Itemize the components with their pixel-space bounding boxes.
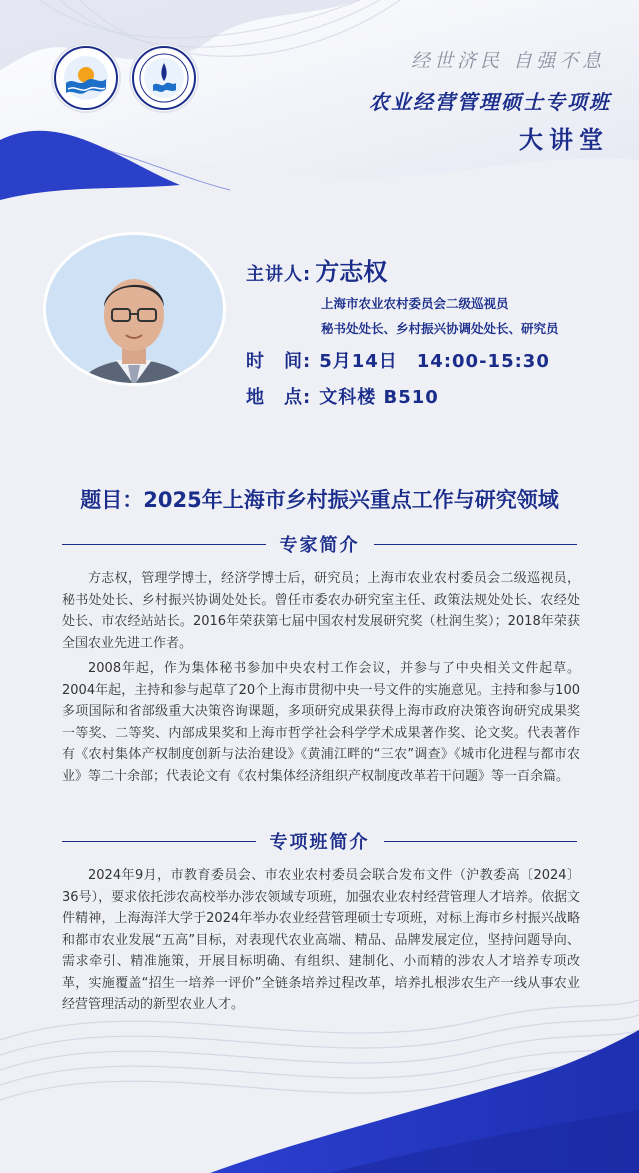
place-label: 地 点: — [246, 387, 312, 408]
speaker-portrait — [46, 235, 223, 383]
time-row — [246, 347, 626, 373]
divider — [62, 544, 266, 545]
expert-section-header — [62, 531, 577, 557]
speaker-row — [246, 252, 626, 287]
speaker-name: 方志权 — [315, 258, 388, 286]
program-intro-paragraph: 2024年9月，市教育委员会、市农业农村委员会联合发布文件（沪教委高〔2024〕36号），要求依托涉农高校举办涉农领域专项班，加强农业农村经营管理人才培养。依据文件精神，上海海洋大学于2024年举办农业经营管理硕士专项班，对标上海市乡村振兴战略和都市农业发展“五高”目标，对表现代农业高端、精品、品牌发展定位，坚持问题导向、需求牵引、精准施策，开展目标明确、有组织、建制化、小而精的涉农人才培养专项改革，实施覆盖“招生一培养一评价”全链条培养过程改革，培养扎根涉农生产一线从事农业经营管理活动的新型农业人才。 — [62, 868, 580, 1012]
divider — [384, 841, 578, 842]
time-value: 5月14日 14:00-15:30 — [319, 351, 550, 372]
college-logo-icon — [131, 45, 197, 111]
program-section-header — [62, 828, 577, 854]
university-logo-icon — [53, 45, 119, 111]
time-label: 时 间: — [246, 351, 312, 372]
college-of-economics-logo — [131, 45, 197, 111]
place-value: 文科楼 B510 — [319, 387, 439, 408]
expert-achievements-paragraph: 2008年起，作为集体秘书参加中央农村工作会议，并参与了中央相关文件起草。2004年起，主持和参与起草了20个上海市贯彻中央一号文件的实施意见。主持和参与100多项国际和省部级重大决策咨询课题，多项研究成果获得上海市政府决策咨询研究成果奖一等奖、二等奖、内部成果奖和上海市哲学社会科学学术成果著作奖、论文奖。代表著作有《农村集体产权制度创新与法治建设》《黄浦江畔的“三农”调查》《城市化进程与都市农业》等二十余部；代表论文有《农村集体经济组织产权制度改革若干问题》等一百余篇。 — [62, 661, 580, 784]
expert-section-title: 专家简介 — [279, 535, 360, 556]
speaker-label: 主讲人: — [246, 264, 312, 285]
school-motto: 经世济民 自强不息 — [410, 50, 605, 72]
speaker-title-line: 秘书处处长、乡村振兴协调处处长、研究员 — [321, 321, 559, 336]
place-row — [246, 383, 626, 409]
divider — [62, 841, 256, 842]
lecture-title: 大讲堂 — [519, 126, 609, 154]
program-section-title: 专项班简介 — [269, 832, 370, 853]
speaker-photo-icon — [46, 235, 223, 383]
speaker-title-line: 上海市农业农村委员会二级巡视员 — [321, 296, 509, 311]
program-title: 农业经营管理硕士专项班 — [369, 90, 611, 114]
lecture-topic: 题目：2025年上海市乡村振兴重点工作与研究领域 — [80, 488, 559, 512]
expert-intro-paragraph: 方志权，管理学博士，经济学博士后，研究员；上海市农业农村委员会二级巡视员，秘书处处长、乡村振兴协调处处长。曾任市委农办研究室主任、政策法规处处长、农经处处长、市农经站站长。2016年荣获第七届中国农村发展研究奖（杜润生奖）；2018年荣获全国农业先进工作者。 — [62, 571, 580, 651]
speaker-titles — [321, 291, 626, 341]
speaker-info — [246, 252, 626, 409]
divider — [374, 544, 578, 545]
shanghai-ocean-university-logo — [53, 45, 119, 111]
